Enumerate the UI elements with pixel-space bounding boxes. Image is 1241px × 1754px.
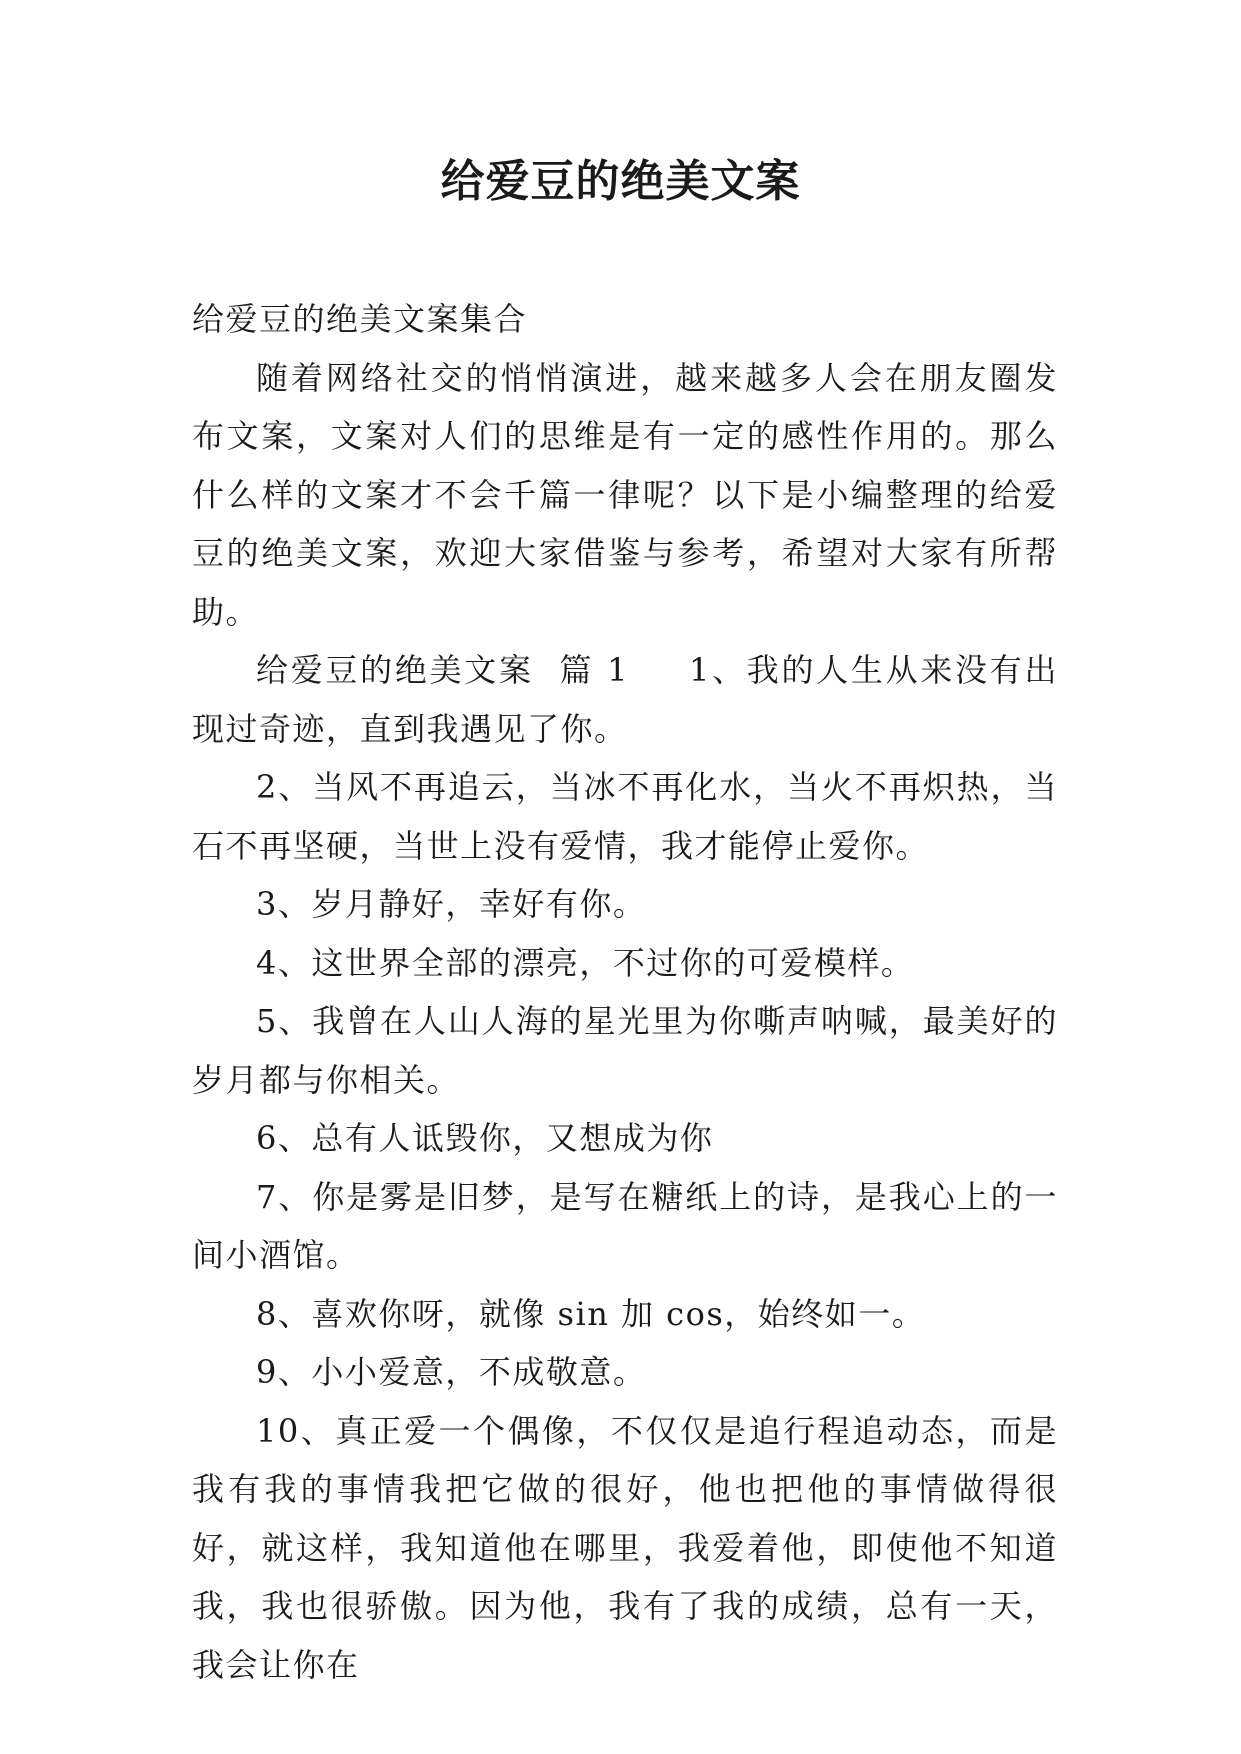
intro-paragraph: 随着网络社交的悄悄演进，越来越多人会在朋友圈发布文案，文案对人们的思维是有一定的感性作用的。那么什么样的文案才不会千篇一律呢？以下是小编整理的给爱豆的绝美文案，欢迎大家借鉴与参考，希望对大家有所帮助。 bbox=[192, 358, 1058, 631]
section-heading: 给爱豆的绝美文案 篇 1 bbox=[256, 651, 629, 689]
list-item: 9、小小爱意，不成敬意。 bbox=[256, 1353, 647, 1391]
list-item: 7、你是雾是旧梦，是写在糖纸上的诗，是我心上的一间小酒馆。 bbox=[192, 1177, 1058, 1274]
list-item: 5、我曾在人山人海的星光里为你嘶声呐喊，最美好的岁月都与你相关。 bbox=[192, 1002, 1058, 1099]
document-body bbox=[192, 290, 1058, 1694]
document-subtitle: 给爱豆的绝美文案集合 bbox=[192, 300, 528, 338]
section-first-paragraph bbox=[192, 641, 1058, 758]
list-item: 10、真正爱一个偶像，不仅仅是追行程追动态，而是我有我的事情我把它做的很好，他也把他的事情做得很好，就这样，我知道他在哪里，我爱着他，即使他不知道我，我也很骄傲。因为他，我有了我的成绩，总有一天，我会让你在 bbox=[192, 1411, 1058, 1684]
list-item: 3、岁月静好，幸好有你。 bbox=[256, 885, 647, 923]
list-item: 2、当风不再追云，当冰不再化水，当火不再炽热，当石不再坚硬，当世上没有爱情，我才能停止爱你。 bbox=[192, 768, 1058, 865]
list-item: 8、喜欢你呀，就像 sin 加 cos，始终如一。 bbox=[256, 1294, 926, 1333]
list-item: 1、我的人生从来没有出现过奇迹，直到我遇见了你。 bbox=[192, 651, 1058, 748]
document-title: 给爱豆的绝美文案 bbox=[440, 156, 801, 207]
list-item: 4、这世界全部的漂亮，不过你的可爱模样。 bbox=[256, 943, 915, 982]
list-item: 6、总有人诋毁你，又想成为你 bbox=[256, 1119, 714, 1157]
